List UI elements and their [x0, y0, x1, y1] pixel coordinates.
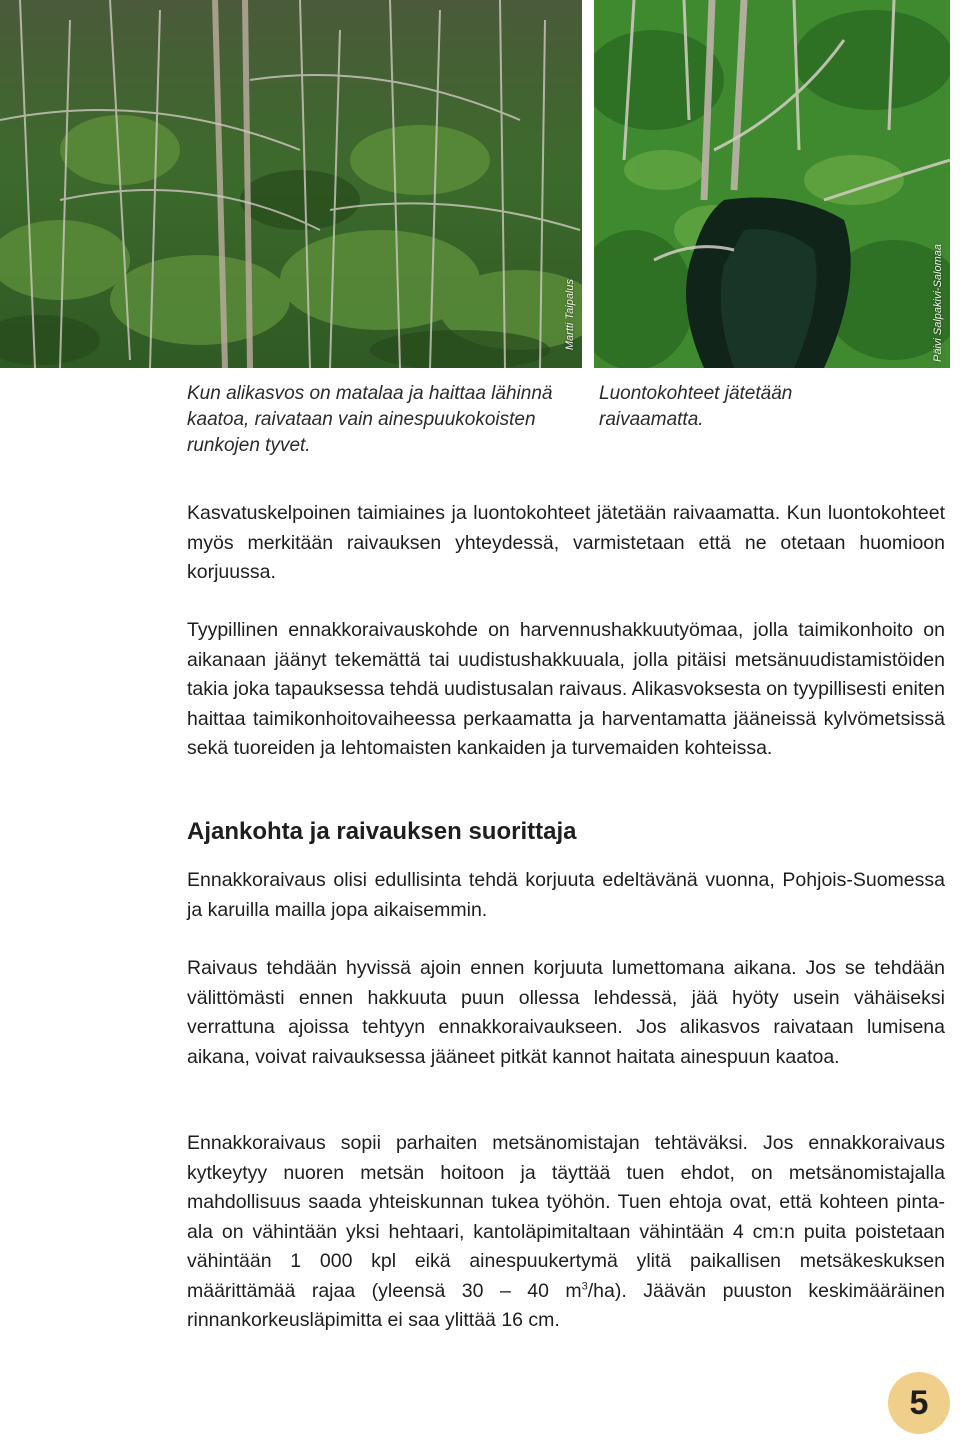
body-paragraph: Tyypillinen ennakkoraivauskohde on harvennushakkuutyömaa, jolla taimikonhoito on aikanaan jäänyt tekemättä tai uudistushakkuuala, jolla pitäisi metsänuudistamistöiden takia joka tapauksessa tehdä uudistusalan raivaus. Alikasvoksesta on tyypillisesti eniten haittaa taimikonhoitovaiheessa perkaamatta ja harventamatta jääneissä kylvömetsissä sekä tuoreiden ja lehtomaisten kankaiden ja turvemaiden kohteissa. — [187, 619, 945, 759]
page-number-badge — [888, 1372, 950, 1434]
forest-brook-illustration — [594, 0, 950, 368]
forest-brook-photo — [594, 0, 950, 368]
photo-caption-right: Luontokohteet jätetään raivaamatta. — [599, 383, 793, 430]
body-paragraph: Raivaus tehdään hyvissä ajoin ennen korjuuta lumettomana aikana. Jos se tehdään välittömästi ennen hakkuuta puun ollessa lehdessä, jää hyöty usein vähäiseksi verrattuna ajoissa tehtyyn ennakkoraivaukseen. Jos alikasvos raivataan lumisena aikana, voivat raivauksessa jääneet pitkät kannot haitata ainespuun kaatoa. — [187, 957, 945, 1068]
forest-undergrowth-photo — [0, 0, 582, 368]
page-number: 5 — [909, 1383, 929, 1422]
photo-credit-left: Martti Taipalus — [564, 278, 576, 350]
paragraph-text: /ha). Jäävän puuston keskimääräinen rinnankorkeusläpimitta ei saa ylittää 16 cm. — [187, 1279, 945, 1331]
body-paragraph: Kasvatuskelpoinen taimiaines ja luontokohteet jätetään raivaamatta. Kun luontokohteet myös merkitään raivauksen yhteydessä, varmistetaan että ne otetaan huomioon korjuussa. — [187, 502, 945, 583]
forest-undergrowth-illustration — [0, 0, 582, 368]
paragraph-text: Ennakkoraivaus sopii parhaiten metsänomistajan tehtäväksi. Jos ennakkoraivaus kytkeytyy nuoren metsän hoitoon ja täyttää tuen ehdot, on metsänomistajalla mahdollisuus saada yhteiskunnan tukea työhön. Tuen ehtoja ovat, että kohteen pinta-ala on vähintään yksi hehtaari, kantoläpimitaltaan vähintään 4 cm:n puita poistetaan vähintään 1 000 kpl eikä ainespuukertymä ylitä paikallisen metsäkeskuksen määrittämää rajaa (yleensä 30 – 40 m — [187, 1132, 945, 1302]
section-heading: Ajankohta ja raivauksen suorittaja — [187, 818, 577, 845]
photo-caption-left: Kun alikasvos on matalaa ja haittaa lähinnä kaatoa, raivataan vain ainespuukokoisten runkojen tyvet. — [187, 383, 553, 456]
body-paragraph — [187, 1129, 945, 1336]
superscript: 3 — [581, 1280, 588, 1292]
photo-credit-right: Päivi Salpakivi-Salomaa — [932, 244, 944, 362]
body-paragraph: Ennakkoraivaus olisi edullisinta tehdä korjuuta edeltävänä vuonna, Pohjois-Suomessa ja karuilla mailla jopa aikaisemmin. — [187, 869, 945, 921]
